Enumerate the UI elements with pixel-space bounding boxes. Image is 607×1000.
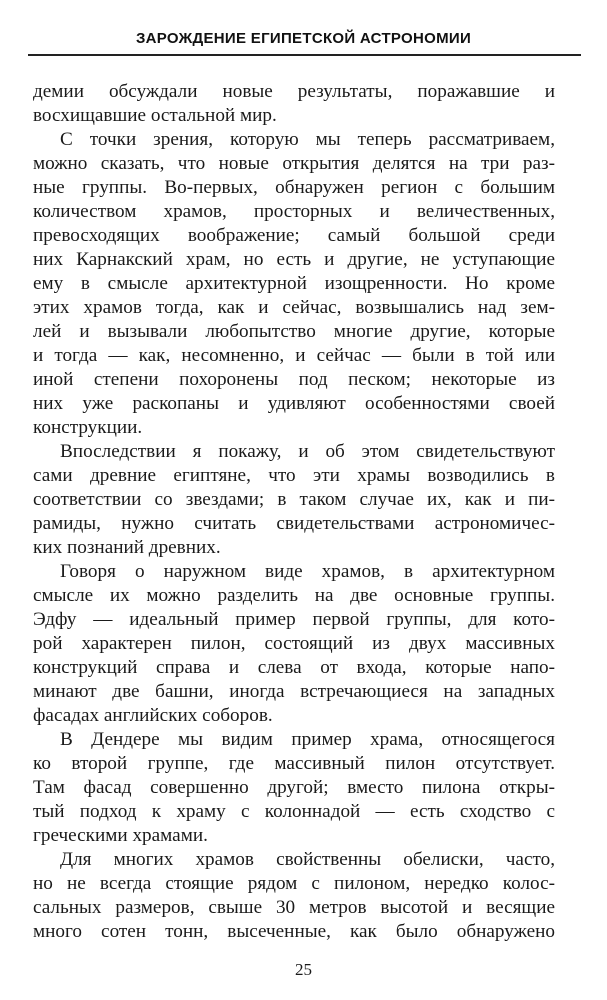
paragraph-first-line: Говоря о наружном виде храмов, в архитектурном: [60, 561, 555, 582]
text-line: минают две башни, иногда встречающиеся на западных: [33, 681, 555, 702]
paragraph-first-line: В Дендере мы видим пример храма, относящегося: [60, 729, 555, 750]
page-number: 25: [295, 960, 312, 979]
text-line: конструкции.: [33, 417, 143, 438]
text-line: ко второй группе, где массивный пилон отсутствует.: [33, 753, 555, 774]
paragraph-first-line: Для многих храмов свойственны обелиски, часто,: [60, 849, 555, 870]
text-line: рамиды, нужно считать свидетельствами астрономичес-: [33, 513, 555, 534]
text-line: сальных размеров, свыше 30 метров высотой и весящие: [33, 897, 555, 918]
text-line: тый подход к храму с колоннадой — есть сходство с: [33, 801, 555, 822]
text-line: превосходящих воображение; самый большой среди: [33, 225, 555, 246]
text-line: демии обсуждали новые результаты, поражавшие и: [33, 81, 555, 102]
text-line: ные группы. Во-первых, обнаружен регион с большим: [33, 177, 555, 198]
text-line: них Карнакский храм, но есть и другие, не уступающие: [33, 249, 555, 270]
text-line: Там фасад совершенно другой; вместо пилона откры-: [33, 777, 555, 798]
header-rule: [28, 54, 581, 56]
text-line: Эдфу — идеальный пример первой группы, для кото-: [33, 609, 555, 630]
text-line: них уже раскопаны и удивляют особенностями своей: [33, 393, 555, 414]
text-line: лей и вызывали любопытство многие другие, которые: [33, 321, 555, 342]
text-line: конструкций справа и слева от входа, которые напо-: [33, 657, 555, 678]
paragraph-first-line: С точки зрения, которую мы теперь рассматриваем,: [60, 129, 555, 150]
text-line: восхищавшие остальной мир.: [33, 105, 277, 126]
paragraph-first-line: Впоследствии я покажу, и об этом свидетельствуют: [60, 441, 555, 462]
text-line: иной степени похоронены под песком; некоторые из: [33, 369, 555, 390]
body-text: [33, 80, 555, 944]
text-line: и тогда — как, несомненно, и сейчас — были в той или: [33, 345, 555, 366]
text-line: соответствии со звездами; в таком случае их, как и пи-: [33, 489, 555, 510]
text-line: много сотен тонн, высеченные, как было обнаружено: [33, 921, 555, 942]
text-line: смысле их можно разделить на две основные группы.: [33, 585, 555, 606]
running-head: ЗАРОЖДЕНИЕ ЕГИПЕТСКОЙ АСТРОНОМИИ: [135, 30, 472, 47]
text-line: ему в смысле архитектурной изощренности. Но кроме: [33, 273, 555, 294]
text-line: этих храмов тогда, как и сейчас, возвышались над зем-: [33, 297, 555, 318]
text-line: греческими храмами.: [33, 825, 208, 846]
text-line: рой характерен пилон, состоящий из двух массивных: [33, 633, 555, 654]
text-line: сами древние египтяне, что эти храмы возводились в: [33, 465, 555, 486]
text-line: фасадах английских соборов.: [33, 705, 273, 726]
text-line: количеством храмов, просторных и величественных,: [33, 201, 555, 222]
text-line: ких познаний древних.: [33, 537, 221, 558]
text-line: но не всегда стоящие рядом с пилоном, нередко колос-: [33, 873, 555, 894]
text-line: можно сказать, что новые открытия делятся на три раз-: [33, 153, 555, 174]
